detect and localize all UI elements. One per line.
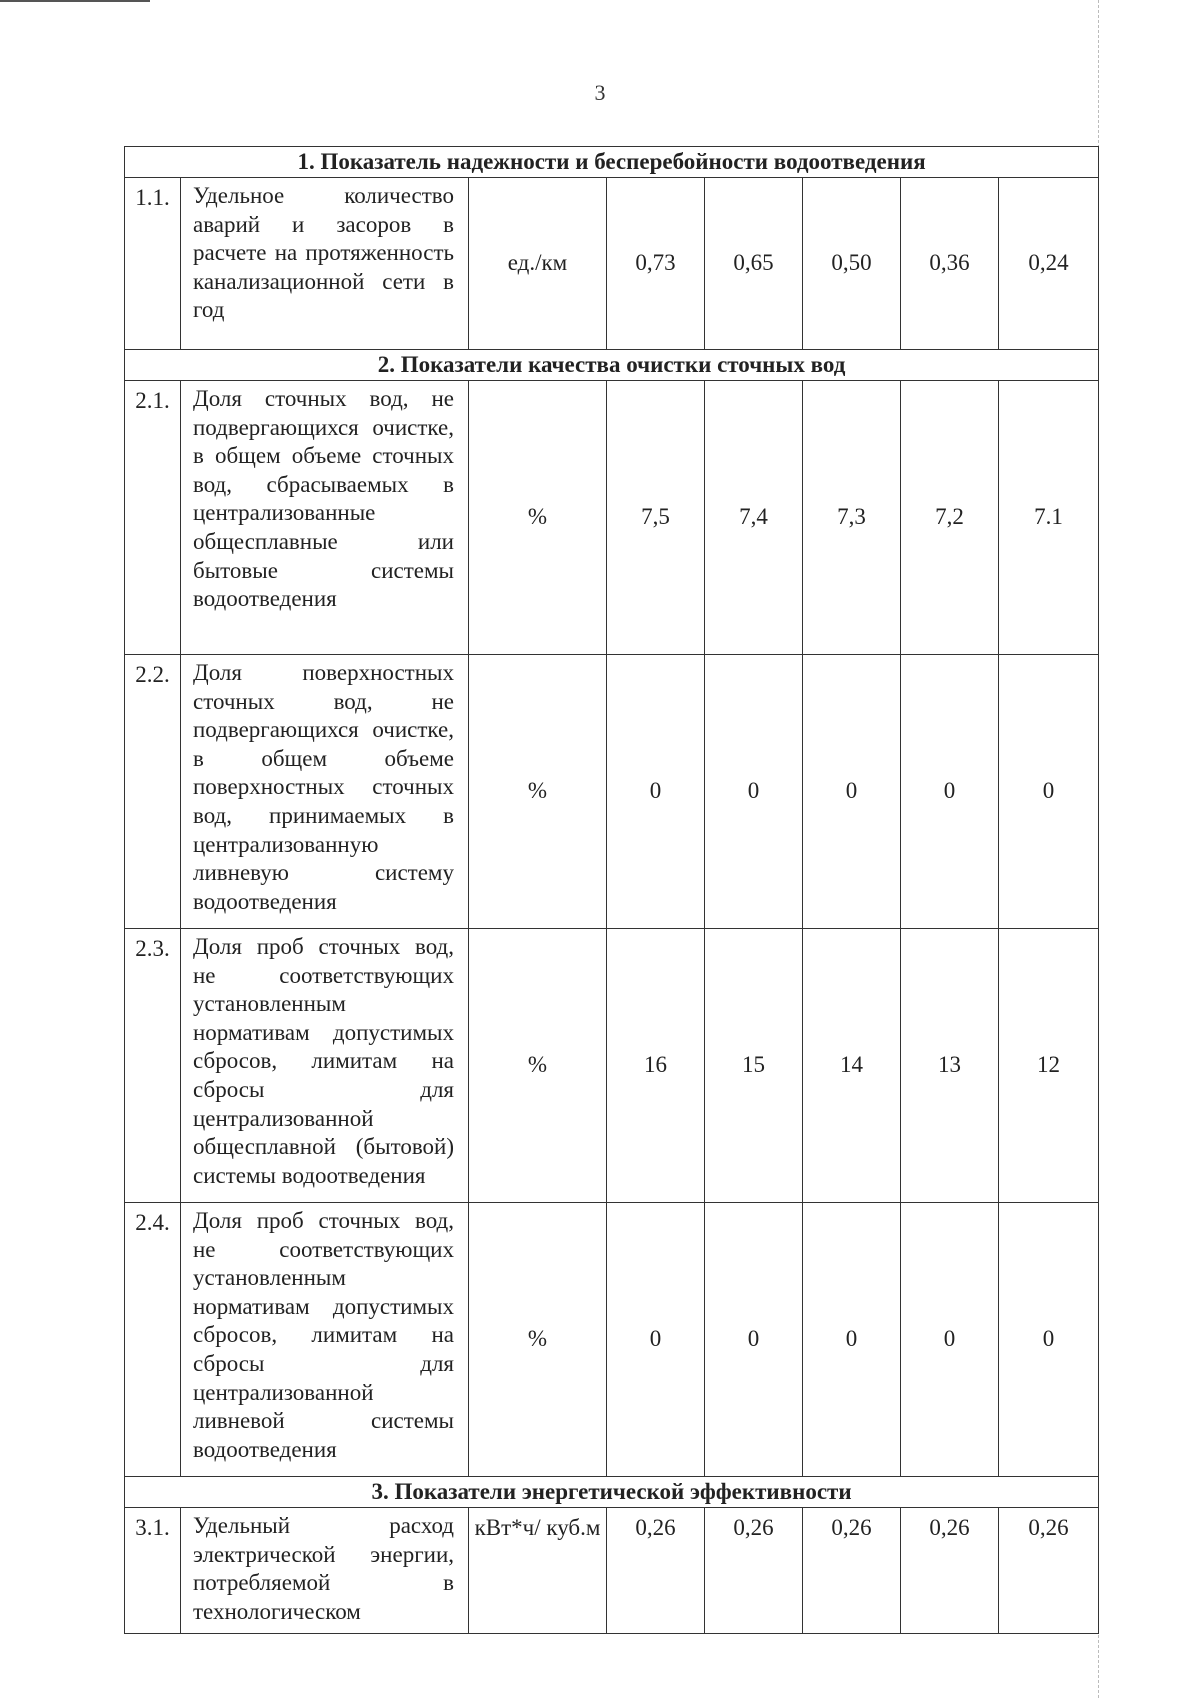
row-value: 0,50 [803,178,901,350]
table-row [125,178,1099,350]
row-unit: % [469,929,607,1203]
row-description: Удельный расход электрической энергии, потребляемой в технологическом [181,1508,469,1634]
row-value: 0,24 [999,178,1099,350]
row-unit: ед./км [469,178,607,350]
section-title: 3. Показатели энергетической эффективности [125,1477,1099,1508]
row-value: 0,26 [803,1508,901,1634]
row-description: Доля проб сточных вод, не соответствующих установленным нормативам допустимых сбросов, лимитам на сбросы для централизованной ливневой системы водоотведения [181,1203,469,1477]
row-number: 2.4. [125,1203,181,1477]
row-value: 0 [901,1203,999,1477]
row-value: 7,2 [901,381,999,655]
row-value: 0,65 [705,178,803,350]
row-number: 2.1. [125,381,181,655]
row-value: 14 [803,929,901,1203]
row-value: 0,26 [901,1508,999,1634]
row-description: Доля сточных вод, не подвергающихся очистке, в общем объеме сточных вод, сбрасываемых в централизованные общесплавные или бытовые системы водоотведения [181,381,469,655]
row-value: 0 [607,655,705,929]
scan-edge-mark [0,0,150,2]
row-description: Доля поверхностных сточных вод, не подвергающихся очистке, в общем объеме поверхностных сточных вод, принимаемых в централизованную ливневую систему водоотведения [181,655,469,929]
row-number: 2.3. [125,929,181,1203]
section-title: 2. Показатели качества очистки сточных вод [125,350,1099,381]
row-unit: кВт*ч/ куб.м [469,1508,607,1634]
section-title: 1. Показатель надежности и бесперебойности водоотведения [125,147,1099,178]
row-value: 0,36 [901,178,999,350]
section-header [125,1477,1099,1508]
row-value: 0 [705,1203,803,1477]
table-row [125,929,1099,1203]
row-value: 12 [999,929,1099,1203]
row-number: 2.2. [125,655,181,929]
table-row [125,381,1099,655]
row-value: 7,4 [705,381,803,655]
row-value: 7,5 [607,381,705,655]
row-value: 0,26 [607,1508,705,1634]
indicators-table [124,146,1099,1634]
row-value: 7,3 [803,381,901,655]
table-row [125,1203,1099,1477]
row-value: 0 [803,1203,901,1477]
row-description: Доля проб сточных вод, не соответствующих установленным нормативам допустимых сбросов, лимитам на сбросы для централизованной общесплавной (бытовой) системы водоотведения [181,929,469,1203]
row-number: 3.1. [125,1508,181,1634]
row-unit: % [469,1203,607,1477]
page-number: 3 [594,80,606,105]
row-value: 16 [607,929,705,1203]
row-value: 0,73 [607,178,705,350]
row-value: 15 [705,929,803,1203]
row-unit: % [469,381,607,655]
row-unit: % [469,655,607,929]
section-header [125,350,1099,381]
row-value: 0 [607,1203,705,1477]
section-header [125,147,1099,178]
row-value: 0 [999,655,1099,929]
table-row [125,1508,1099,1634]
row-value: 0 [803,655,901,929]
row-description: Удельное количество аварий и засоров в расчете на протяженность канализационной сети в год [181,178,469,350]
row-value: 13 [901,929,999,1203]
row-value: 0 [901,655,999,929]
row-value: 0,26 [705,1508,803,1634]
row-value: 0,26 [999,1508,1099,1634]
row-value: 7.1 [999,381,1099,655]
row-value: 0 [999,1203,1099,1477]
table-row [125,655,1099,929]
row-value: 0 [705,655,803,929]
row-number: 1.1. [125,178,181,350]
